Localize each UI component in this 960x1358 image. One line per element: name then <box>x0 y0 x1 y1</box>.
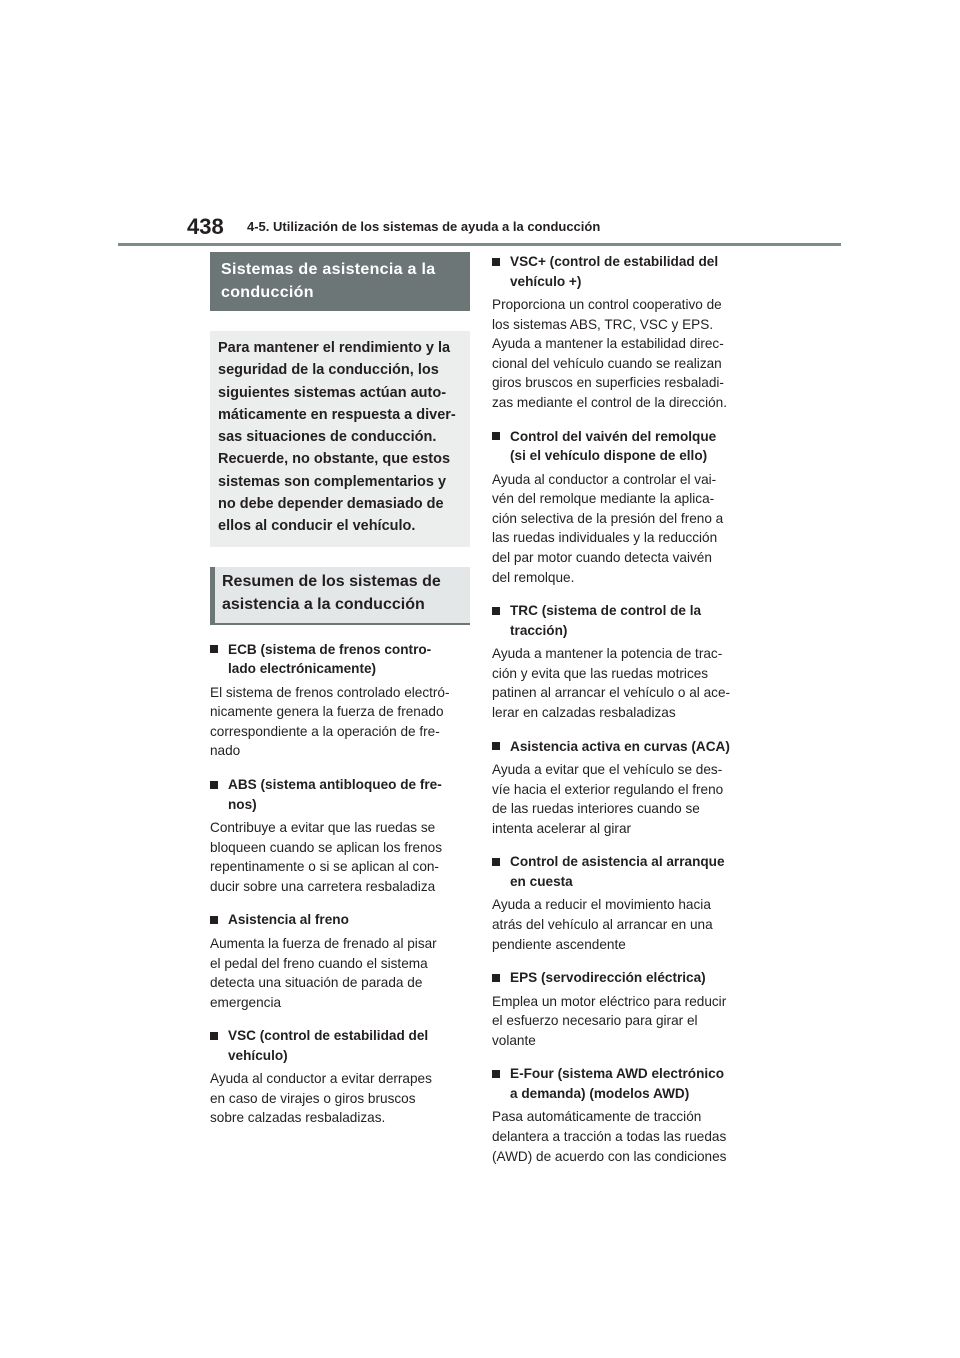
system-item-title-text <box>510 252 718 291</box>
system-item <box>492 1064 750 1166</box>
subsection-title-line: asistencia a la conducción <box>222 595 425 613</box>
description-line: de las ruedas interiores cuando se <box>492 801 700 817</box>
system-item-title <box>492 737 750 757</box>
title-line: Asistencia activa en curvas (ACA) <box>510 738 730 754</box>
system-item-description <box>492 895 750 954</box>
description-line: Proporciona un control cooperativo de <box>492 297 722 312</box>
description-line: Contribuye a evitar que las ruedas se <box>210 820 436 836</box>
systems-list-right <box>492 252 750 1166</box>
square-bullet-icon <box>492 432 500 440</box>
system-item-description <box>210 1069 470 1128</box>
intro-line: Para mantener el rendimiento y la <box>218 340 451 356</box>
description-line: El sistema de frenos controlado electró- <box>210 684 450 700</box>
description-line: pendiente ascendente <box>492 936 626 952</box>
system-item-description <box>210 683 470 761</box>
description-line: Ayuda a mantener la potencia de trac- <box>492 646 723 662</box>
square-bullet-icon <box>492 258 500 266</box>
description-line: (AWD) de acuerdo con las condiciones <box>492 1148 727 1164</box>
system-item-description <box>492 470 750 588</box>
description-line: bloqueen cuando se aplican los frenos <box>210 839 443 855</box>
description-line: los sistemas ABS, TRC, VSC y EPS. <box>492 316 714 332</box>
system-item-description <box>492 760 750 838</box>
system-item-description <box>210 934 470 1012</box>
title-line: TRC (sistema de control de la <box>510 603 702 619</box>
system-item-title-text <box>228 640 431 679</box>
subsection-heading <box>210 567 470 625</box>
title-line: Control del vaivén del remolque <box>510 428 717 444</box>
section-title-line: conducción <box>221 284 314 301</box>
square-bullet-icon <box>492 607 500 615</box>
header-rule <box>118 243 841 246</box>
description-line: correspondiente a la operación de fre- <box>210 723 440 739</box>
title-line: ABS (sistema antibloqueo de fre- <box>228 777 442 793</box>
square-bullet-icon <box>210 781 218 789</box>
intro-line: no debe depender demasiado de <box>218 496 444 513</box>
square-bullet-icon <box>210 916 218 924</box>
system-item-title <box>492 252 750 291</box>
square-bullet-icon <box>210 1032 218 1040</box>
intro-line: seguridad de la conducción, los <box>218 362 439 379</box>
square-bullet-icon <box>492 1070 500 1078</box>
description-line: patinen al arrancar el vehículo o al ace- <box>492 685 731 701</box>
description-line: ducir sobre una carretera resbaladiza <box>210 878 436 894</box>
system-item-title-text <box>510 737 730 757</box>
description-line: Pasa automáticamente de tracción <box>492 1109 702 1125</box>
description-line: el pedal del freno cuando el sistema <box>210 955 428 971</box>
title-line: a demanda) (modelos AWD) <box>510 1085 690 1101</box>
intro-line: ellos al conducir el vehículo. <box>218 518 416 535</box>
description-line: atrás del vehículo al arrancar en una <box>492 916 713 932</box>
title-line: E-Four (sistema AWD electrónico <box>510 1066 725 1082</box>
running-header: 4-5. Utilización de los sistemas de ayuda a la conducción <box>247 219 601 234</box>
intro-line: sas situaciones de conducción. <box>218 429 437 446</box>
description-line: Ayuda a evitar que el vehículo se des- <box>492 762 723 777</box>
description-line: emergencia <box>210 994 282 1010</box>
system-item-title <box>492 427 750 466</box>
description-line: repentinamente o si se aplican al con- <box>210 859 439 875</box>
system-item-title-text <box>228 775 442 814</box>
intro-line: Recuerde, no obstante, que estos <box>218 451 451 468</box>
system-item-title <box>210 640 470 679</box>
system-item-title <box>492 968 750 988</box>
square-bullet-icon <box>492 858 500 866</box>
title-line: en cuesta <box>510 873 573 889</box>
title-line: EPS (servodirección eléctrica) <box>510 970 706 986</box>
system-item-title-text <box>228 1026 428 1065</box>
system-item-title-text <box>228 910 349 930</box>
system-item-description <box>492 644 750 722</box>
system-item-description <box>492 1107 750 1166</box>
system-item <box>492 968 750 1050</box>
system-item-title <box>492 1064 750 1103</box>
description-line: Aumenta la fuerza de frenado al pisar <box>210 935 437 951</box>
system-item-description <box>492 992 750 1051</box>
title-line: (si el vehículo dispone de ello) <box>510 448 708 464</box>
system-item-description <box>210 818 470 896</box>
title-line: lado electrónicamente) <box>228 661 377 677</box>
title-line: nos) <box>228 796 257 812</box>
description-line: intenta acelerar al girar <box>492 820 632 836</box>
description-line: nado <box>210 743 241 759</box>
intro-line: siguientes sistemas actúan auto- <box>218 384 447 401</box>
system-item <box>210 1026 470 1128</box>
intro-line: máticamente en respuesta a diver- <box>218 406 456 423</box>
system-item <box>210 910 470 1012</box>
system-item-title <box>492 852 750 891</box>
section-title-line: Sistemas de asistencia a la <box>221 261 436 278</box>
title-line: VSC (control de estabilidad del <box>228 1028 429 1044</box>
page-number: 438 <box>187 214 224 239</box>
section-banner <box>210 252 470 311</box>
description-line: del par motor cuando detecta vaivén <box>492 549 712 565</box>
system-item <box>492 252 750 413</box>
subsection-title-line: Resumen de los sistemas de <box>222 572 441 590</box>
right-column <box>492 252 750 1166</box>
systems-list-left <box>210 640 470 1128</box>
system-item-title-text <box>510 427 716 466</box>
intro-box <box>210 331 470 547</box>
system-item-title <box>210 1026 470 1065</box>
description-line: del remolque. <box>492 569 575 585</box>
system-item <box>492 852 750 954</box>
description-line: delantera a tracción a todas las ruedas <box>492 1129 727 1145</box>
system-item <box>210 640 470 761</box>
description-line: ción selectiva de la presión del freno a <box>492 510 724 526</box>
description-line: nicamente genera la fuerza de frenado <box>210 704 444 720</box>
description-line: zas mediante el control de la dirección. <box>492 394 727 410</box>
square-bullet-icon <box>492 742 500 750</box>
description-line: sobre calzadas resbaladizas. <box>210 1110 386 1126</box>
intro-line: sistemas son complementarios y <box>218 473 447 490</box>
description-line: el esfuerzo necesario para girar el <box>492 1013 698 1029</box>
system-item-title-text <box>510 601 701 640</box>
description-line: Ayuda al conductor a evitar derrapes <box>210 1071 432 1087</box>
system-item-title <box>210 775 470 814</box>
description-line: en caso de virajes o giros bruscos <box>210 1090 416 1106</box>
description-line: las ruedas individuales y la reducción <box>492 530 718 546</box>
title-line: vehículo +) <box>510 273 582 289</box>
system-item-title <box>210 910 470 930</box>
system-item-title <box>492 601 750 640</box>
description-line: Ayuda a mantener la estabilidad direc- <box>492 336 724 352</box>
description-line: detecta una situación de parada de <box>210 975 423 991</box>
description-line: Emplea un motor eléctrico para reducir <box>492 993 727 1009</box>
description-line: volante <box>492 1032 536 1048</box>
title-line: tracción) <box>510 622 568 638</box>
description-line: Ayuda al conductor a controlar el vai- <box>492 471 717 487</box>
description-line: lerar en calzadas resbaladizas <box>492 704 676 720</box>
title-line: Control de asistencia al arranque <box>510 854 725 870</box>
square-bullet-icon <box>492 974 500 982</box>
system-item-title-text <box>510 968 706 988</box>
system-item <box>210 775 470 896</box>
system-item <box>492 427 750 588</box>
description-line: vén del remolque mediante la aplica- <box>492 491 715 507</box>
left-column <box>210 252 470 1128</box>
system-item-title-text <box>510 1064 724 1103</box>
title-line: Asistencia al freno <box>228 912 349 928</box>
description-line: giros bruscos en superficies resbaladi- <box>492 375 724 391</box>
description-line: ción y evita que las ruedas motrices <box>492 665 709 681</box>
square-bullet-icon <box>210 645 218 653</box>
title-line: ECB (sistema de frenos contro- <box>228 641 432 657</box>
title-line: vehículo) <box>228 1047 288 1063</box>
title-line: VSC+ (control de estabilidad del <box>510 254 719 269</box>
description-line: víe hacia el exterior regulando el freno <box>492 781 724 797</box>
system-item <box>492 737 750 839</box>
system-item-title-text <box>510 852 725 891</box>
system-item <box>492 601 750 722</box>
description-line: Ayuda a reducir el movimiento hacia <box>492 897 711 913</box>
system-item-description <box>492 295 750 413</box>
description-line: cional del vehículo cuando se realizan <box>492 355 722 371</box>
